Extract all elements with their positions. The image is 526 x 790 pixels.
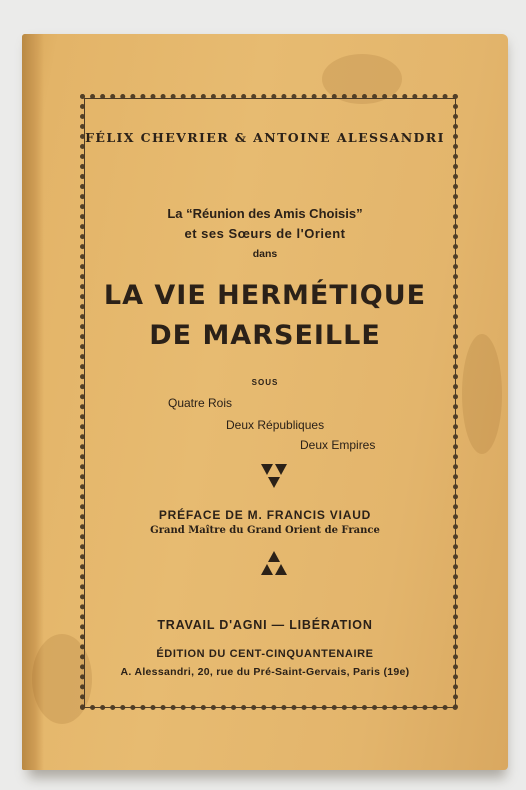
book-title-line-1: LA VIE HERMÉTIQUE xyxy=(103,280,427,311)
sous-label: SOUS xyxy=(251,378,279,387)
inner-frame xyxy=(84,98,456,708)
book-title-line-2: DE MARSEILLE xyxy=(149,320,381,351)
edition-line: ÉDITION DU CENT-CINQUANTENAIRE xyxy=(156,648,374,660)
subtitle-line-2: et ses Sœurs de l'Orient xyxy=(184,226,346,241)
regime-empires: Deux Empires xyxy=(300,438,376,452)
publisher-address: A. Alessandri, 20, rue du Pré-Saint-Gervais, Paris (19e) xyxy=(120,666,410,678)
triangle-of-triangles-icon xyxy=(260,550,288,578)
preface-author-role: Grand Maître du Grand Orient de France xyxy=(150,525,380,536)
regime-republics: Deux Républiques xyxy=(226,418,325,432)
book-cover xyxy=(22,34,508,770)
regime-kings: Quatre Rois xyxy=(168,396,233,410)
travail-line: TRAVAIL D'AGNI — LIBÉRATION xyxy=(157,618,373,632)
preface-author: PRÉFACE DE M. FRANCIS VIAUD xyxy=(158,508,372,522)
paper-stain xyxy=(462,334,502,454)
subtitle-line-1: La “Réunion des Amis Choisis” xyxy=(167,206,363,221)
dans-label: dans xyxy=(252,248,278,260)
inverted-triangle-of-triangles-icon xyxy=(260,462,288,490)
authors: FÉLIX CHEVRIER & ANTOINE ALESSANDRI xyxy=(85,130,445,145)
